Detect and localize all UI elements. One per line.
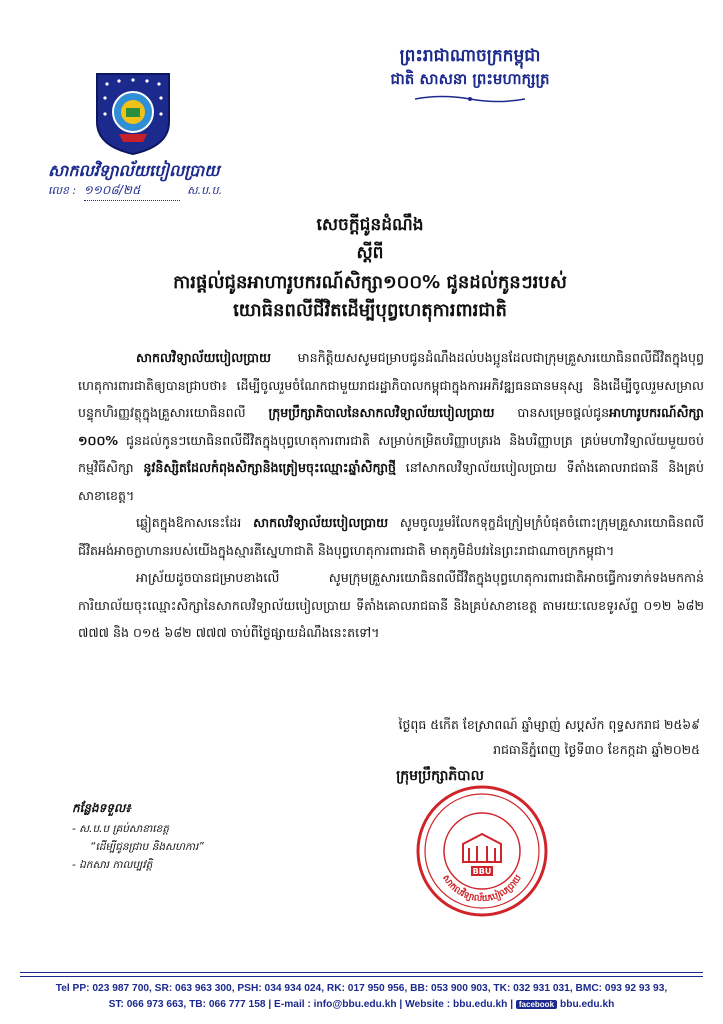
announcement-topic-line1: ការផ្តល់ជូនអាហារូបករណ៍សិក្សា១០០% ជូនដល់កូនៗរបស់ (173, 272, 567, 293)
recipient-item: - ស.ប.ប គ្រប់សាខាខេត្ត (72, 823, 169, 835)
announcement-title: សេចក្តីជូនដំណឹង (316, 215, 424, 235)
footer-divider (20, 972, 703, 977)
body-paragraph-3: អាស្រ័យដូចបានជម្រាបខាងលើ សូមក្រុមគ្រួសារយោធិនពលីជីវិតក្នុងបុព្វហេតុការពារជាតិអាចធ្វើការទាក់ទងមកកាន់ការិយាល័យចុះឈ្មោះសិក្សានៃសាកលវិទ្យាល័យបៀលប្រាយ ទីតាំងគោលរាជធានី និងគ្រប់សាខាខេត្ត តាមរយៈលេខទូរស័ព្ទ ០១២ ៦៨២ ៧៧៧ និង ០១៥ ៦៨២ ៧៧៧ ចាប់ពីថ្ងៃផ្សាយដំណឹងនេះតទៅ។ (78, 570, 704, 640)
footer-contact-line (20, 999, 703, 1010)
signer-title: ក្រុមប្រឹក្សាភិបាល (396, 768, 484, 784)
bold-phrase: សាកលវិទ្យាល័យបៀលប្រាយ (253, 515, 389, 530)
body-text: បានសម្រេចផ្តល់ជូន (494, 405, 610, 420)
facebook-icon: facebook (516, 1000, 557, 1009)
official-seal-icon (413, 782, 551, 920)
body-paragraph-1 (78, 344, 704, 509)
motto-ornament-icon (415, 94, 525, 104)
seal-ring-text: សាកលវិទ្យាល័យបៀលប្រាយ (440, 873, 524, 905)
reference-label: លេខ : (48, 184, 77, 197)
footer-contact-text: ST: 066 973 663, TB: 066 777 158 | E-mail : info@bbu.edu.kh | Website : bbu.edu.kh | (108, 999, 514, 1010)
body-text: សូមចូលរួមរំលែកទុក្ខដ៏ក្រៀមក្រំបំផុតចំពោះក្រុមគ្រួសារយោធិនពលីជីវិតអង់អាចក្លាហានរបស់យើងក្នុងស្មារតីស្នេហាជាតិ និងបុព្វហេតុការពារជាតិ មាតុភូមិដ៏បវរនៃព្រះរាជាណាចក្រកម្ពុជា។ (78, 515, 704, 558)
footer-facebook-handle: bbu.edu.kh (560, 999, 615, 1010)
reference-suffix: ស.ប.ប. (187, 184, 223, 197)
recipients-title: កន្លែងទទួល៖ (72, 801, 131, 815)
solar-date: រាជធានីភ្នំពេញ ថ្ងៃទី៣០ ខែកក្កដា ឆ្នាំ២០២៥ (493, 742, 700, 757)
announcement-body (78, 344, 704, 647)
bold-phrase: អាហារូបករណ៍សិក្សា ១០០% (78, 405, 704, 448)
bold-phrase: នូវនិស្សិតដែលកំពុងសិក្សានិងត្រៀមចុះឈ្មោះឆ្នាំសិក្សាថ្មី (143, 460, 397, 475)
national-motto: ជាតិ សាសនា ព្រះមហាក្សត្រ (390, 70, 550, 88)
lunar-date: ថ្ងៃពុធ ៥កើត ខែស្រាពណ៍ ឆ្នាំម្សាញ់ សប្តស័ក ពុទ្ធសករាជ ២៥៦៩ (398, 717, 700, 732)
reference-number-line (48, 182, 222, 201)
bold-phrase: សាកលវិទ្យាល័យបៀលប្រាយ (136, 350, 271, 365)
body-text: ជូនដល់កូនៗយោធិនពលីជីវិតក្នុងបុព្វហេតុការពារជាតិ សម្រាប់កម្រិតបរិញ្ញាបត្ររង និងបរិញ្ញាបត្រ គ្រប់មហាវិទ្យាល័យមួយចប់កម្មវិធីសិក្សា (78, 432, 704, 475)
kingdom-heading: ព្រះរាជាណាចក្រកម្ពុជា (399, 46, 541, 66)
reference-number: ១១០៨/២៥ (84, 182, 180, 201)
institution-name: សាកលវិទ្យាល័យបៀលប្រាយ (48, 161, 220, 180)
body-text: នៅសាកលវិទ្យាល័យបៀលប្រាយ ទីតាំងគោលរាជធានី និងគ្រប់សាខាខេត្ត។ (78, 460, 704, 503)
footer-phone-numbers: Tel PP: 023 987 700, SR: 063 963 300, PSH: 034 934 024, RK: 017 950 956, BB: 053 900 903, TK: 032 931 031, BMC: 093 92 93 93, (55, 983, 668, 994)
announcement-topic-line2: យោធិនពលីជីវិតដើម្បីបុព្វហេតុការពារជាតិ (233, 300, 507, 321)
body-text: មានកិត្តិយសសូមជម្រាបជូនដំណឹងដល់បងប្អូនដែលជាក្រុមគ្រួសារយោធិនពលីជីវិតក្នុងបុព្វហេតុការពារជាតិឲ្យបានជ្រាបថា៖ ដើម្បីចូលរួមចំណែកជាមួយរាជរដ្ឋាភិបាលកម្ពុជាក្នុងការអភិវឌ្ឍធនធានមនុស្ស និងដើម្បីចូលរួមសម្រាលបន្ទុកហិរញ្ញវត្ថុក្នុងគ្រួសារយោធិនពលី (78, 350, 704, 420)
recipient-item: - ឯកសារ កាលប្បវត្តិ (72, 859, 153, 871)
bold-phrase: ក្រុមប្រឹក្សាភិបាលនៃសាកលវិទ្យាល័យបៀលប្រាយ (268, 405, 495, 420)
university-shield-logo-icon (93, 70, 173, 156)
seal-top-text: BBU (472, 867, 492, 876)
recipient-item-note: “ដើម្បីជូនជ្រាប និងសហការ” (90, 841, 204, 853)
announcement-subtitle: ស្តីពី (356, 243, 384, 263)
body-text: ឆ្លៀតក្នុងឱកាសនេះដែរ (136, 515, 254, 530)
body-paragraph-2 (78, 509, 704, 564)
